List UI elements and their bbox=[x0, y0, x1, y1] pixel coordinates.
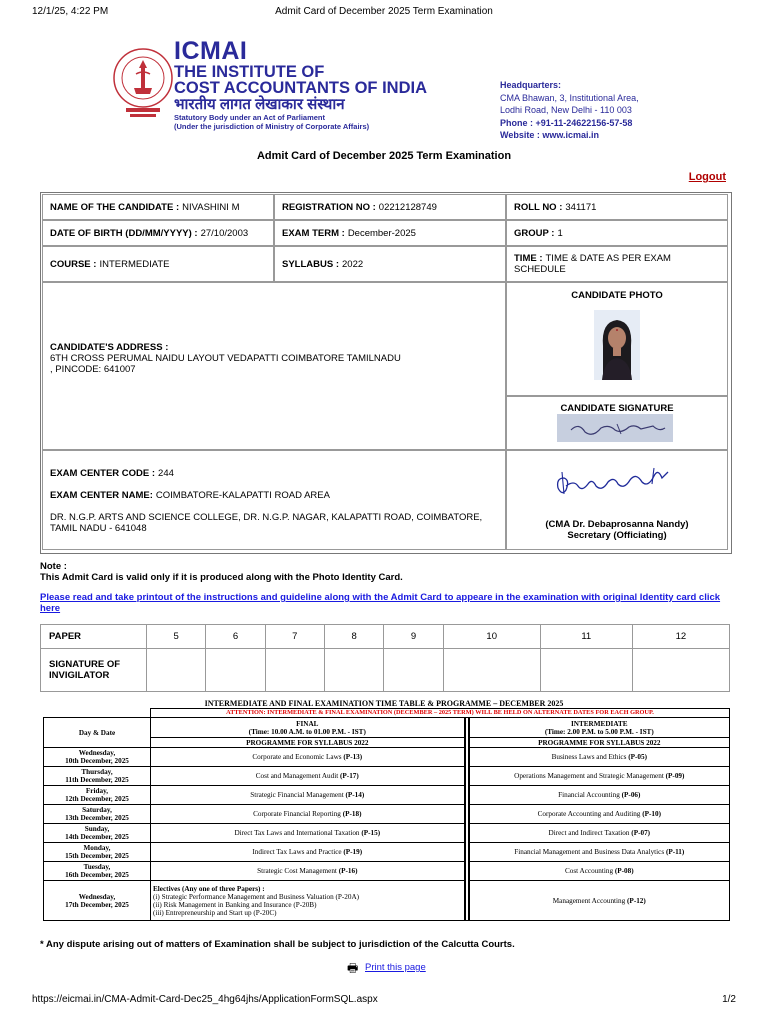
inter-paper: Financial Management and Business Data Analytics bbox=[514, 848, 665, 856]
course-cell bbox=[42, 246, 274, 282]
invigilator-table bbox=[40, 624, 730, 692]
org-name-line2: COST ACCOUNTANTS OF INDIA bbox=[174, 79, 427, 97]
invigilator-signature-box bbox=[265, 649, 324, 692]
center-name-label: EXAM CENTER NAME: bbox=[50, 490, 153, 501]
invigilator-signature-box bbox=[324, 649, 383, 692]
elective-item: (i) Strategic Performance Management and Business Valuation (P-20A) bbox=[153, 892, 360, 901]
print-page-number: 1/2 bbox=[722, 994, 736, 1005]
syllabus-value: 2022 bbox=[342, 258, 364, 270]
paper-number: 8 bbox=[324, 625, 383, 649]
date-text: 14th December, 2025 bbox=[65, 833, 129, 841]
final-header-cell bbox=[151, 718, 465, 738]
inter-paper: Operations Management and Strategic Management bbox=[514, 772, 664, 780]
timetable-row bbox=[44, 748, 730, 767]
invigilator-signature-box bbox=[632, 649, 729, 692]
date-text: 10th December, 2025 bbox=[65, 757, 129, 765]
paper-number: 9 bbox=[384, 625, 443, 649]
final-paper-cell bbox=[151, 805, 465, 824]
final-paper-cell bbox=[151, 843, 465, 862]
candidate-signature-image bbox=[557, 414, 673, 442]
day-name: Friday, bbox=[85, 787, 109, 795]
address-line2: , PINCODE: 641007 bbox=[50, 364, 136, 375]
timetable-title: INTERMEDIATE AND FINAL EXAMINATION TIME TABLE & PROGRAMME – DECEMBER 2025 bbox=[204, 699, 564, 708]
dob-label: DATE OF BIRTH (DD/MM/YYYY) : bbox=[50, 227, 198, 239]
final-paper: Indirect Tax Laws and Practice bbox=[252, 848, 342, 856]
paper-number: 5 bbox=[147, 625, 206, 649]
exam-term-value: December-2025 bbox=[347, 227, 416, 239]
final-paper-cell bbox=[151, 862, 465, 881]
final-paper-code: (P-18) bbox=[342, 810, 362, 818]
day-name: Monday, bbox=[83, 844, 111, 852]
time-label: TIME : bbox=[514, 253, 543, 264]
inter-paper-cell bbox=[469, 843, 730, 862]
instructions-link[interactable]: Please read and take printout of the instructions and guideline along with the Admit Card to appeare in the examination with original Identity card click here bbox=[40, 592, 721, 614]
final-paper: Cost and Management Audit bbox=[255, 772, 339, 780]
roll-cell bbox=[506, 194, 728, 220]
date-text: 15th December, 2025 bbox=[65, 852, 129, 860]
invigilator-signature-box bbox=[540, 649, 632, 692]
secretary-signature-image bbox=[548, 458, 678, 508]
inter-header: INTERMEDIATE bbox=[570, 719, 628, 728]
hq-line1: CMA Bhawan, 3, Institutional Area, bbox=[500, 92, 639, 103]
final-paper-cell bbox=[151, 786, 465, 805]
paper-number: 6 bbox=[206, 625, 265, 649]
icmai-logo bbox=[112, 40, 174, 128]
inter-paper-cell bbox=[469, 881, 730, 921]
day-date-cell bbox=[44, 767, 151, 786]
final-paper-code: (P-17) bbox=[340, 772, 359, 780]
day-name: Thursday, bbox=[81, 768, 113, 776]
print-footer bbox=[32, 994, 736, 1008]
final-paper: Corporate Financial Reporting bbox=[253, 810, 341, 818]
secretary-title: Secretary (Officiating) bbox=[567, 530, 667, 541]
inter-paper: Direct and Indirect Taxation bbox=[548, 829, 630, 837]
photo-label: CANDIDATE PHOTO bbox=[571, 290, 663, 301]
syllabus-cell bbox=[274, 246, 506, 282]
exam-center-cell bbox=[42, 450, 506, 550]
timetable-row bbox=[44, 824, 730, 843]
date-text: 17th December, 2025 bbox=[65, 900, 129, 909]
inter-paper-code: (P-08) bbox=[614, 867, 634, 875]
center-address-line2: TAMIL NADU - 641048 bbox=[50, 523, 147, 534]
org-name-line1: THE INSTITUTE OF bbox=[174, 63, 325, 81]
note-text: This Admit Card is valid only if it is produced along with the Photo Identity Card. bbox=[40, 572, 403, 583]
date-text: 11th December, 2025 bbox=[65, 776, 129, 784]
electives-label: Electives (Any one of three Papers) : bbox=[153, 884, 265, 893]
note-label: Note : bbox=[40, 561, 67, 572]
date-text: 13th December, 2025 bbox=[65, 814, 129, 822]
note-block bbox=[40, 561, 403, 583]
final-time: (Time: 10.00 A.M. to 01.00 P.M. - IST) bbox=[248, 727, 366, 736]
roll-label: ROLL NO : bbox=[514, 201, 563, 213]
final-header: FINAL bbox=[296, 719, 319, 728]
inter-paper-cell bbox=[469, 767, 730, 786]
timetable-header-row bbox=[44, 718, 730, 738]
hq-label: Headquarters: bbox=[500, 80, 562, 90]
candidate-photo bbox=[594, 310, 640, 380]
day-name: Wednesday, bbox=[78, 892, 116, 901]
day-date-cell bbox=[44, 881, 151, 921]
headquarters-block bbox=[500, 79, 639, 142]
final-paper-code: (P-15) bbox=[361, 829, 381, 837]
paper-row bbox=[41, 625, 730, 649]
final-paper-code: (P-13) bbox=[343, 753, 363, 761]
final-paper-cell bbox=[151, 824, 465, 843]
candidate-name: NIVASHINI M bbox=[182, 201, 240, 213]
elective-item: (ii) Risk Management in Banking and Insurance (P-20B) bbox=[153, 900, 317, 909]
printer-icon[interactable]: 🖶 bbox=[347, 961, 359, 975]
paper-number: 11 bbox=[540, 625, 632, 649]
day-name: Saturday, bbox=[82, 806, 112, 814]
timetable-row bbox=[44, 805, 730, 824]
time-cell bbox=[506, 246, 728, 282]
inter-paper-cell bbox=[469, 805, 730, 824]
programme-inter: PROGRAMME FOR SYLLABUS 2022 bbox=[469, 738, 730, 748]
programme-final: PROGRAMME FOR SYLLABUS 2022 bbox=[151, 738, 465, 748]
print-datetime: 12/1/25, 4:22 PM bbox=[32, 6, 109, 17]
final-paper: Direct Tax Laws and International Taxation bbox=[234, 829, 360, 837]
logout-link[interactable]: Logout bbox=[688, 171, 726, 183]
inter-paper: Management Accounting bbox=[552, 896, 626, 905]
print-url: https://eicmai.in/CMA-Admit-Card-Dec25_4hg64jhs/ApplicationFormSQL.aspx bbox=[32, 994, 378, 1005]
invigilator-signature-box bbox=[206, 649, 265, 692]
electives-cell bbox=[151, 881, 465, 921]
inter-paper-cell bbox=[469, 786, 730, 805]
print-header bbox=[32, 6, 736, 20]
invigilator-signature-label: SIGNATURE OF INVIGILATOR bbox=[41, 649, 147, 692]
timetable-row bbox=[44, 786, 730, 805]
inter-paper-cell bbox=[469, 824, 730, 843]
final-paper-code: (P-14) bbox=[345, 791, 365, 799]
print-page-title: Admit Card of December 2025 Term Examination bbox=[275, 6, 493, 17]
elective-item: (iii) Entrepreneurship and Start up (P-20C) bbox=[153, 908, 277, 917]
course-label: COURSE : bbox=[50, 258, 97, 270]
final-paper: Strategic Cost Management bbox=[257, 867, 337, 875]
inter-paper: Financial Accounting bbox=[558, 791, 620, 799]
time-value: TIME & DATE AS PER EXAM SCHEDULE bbox=[514, 253, 671, 275]
timetable-attention: ATTENTION: INTERMEDIATE & FINAL EXAMINATION (DECEMBER – 2025 TERM) WILL BE HELD ON ALTERNATE DATES FOR EACH GROUP. bbox=[151, 709, 730, 718]
day-date-cell bbox=[44, 786, 151, 805]
center-code: 244 bbox=[158, 468, 174, 479]
inter-time: (Time: 2.00 P.M. to 5.00 P.M. - IST) bbox=[544, 727, 654, 736]
page-title: Admit Card of December 2025 Term Examination bbox=[256, 150, 512, 162]
address-label: CANDIDATE'S ADDRESS : bbox=[50, 342, 169, 353]
day-date-header: Day & Date bbox=[44, 718, 151, 748]
inter-paper: Business Laws and Ethics bbox=[551, 753, 627, 761]
day-date-cell bbox=[44, 805, 151, 824]
timetable-attention-row bbox=[44, 709, 730, 718]
dob-cell bbox=[42, 220, 274, 246]
inter-paper-cell bbox=[469, 748, 730, 767]
syllabus-label: SYLLABUS : bbox=[282, 258, 339, 270]
final-paper: Corporate and Economic Laws bbox=[252, 753, 342, 761]
timetable bbox=[43, 708, 730, 921]
paper-label: PAPER bbox=[41, 625, 147, 649]
day-date-cell bbox=[44, 843, 151, 862]
hq-website: Website : www.icmai.in bbox=[500, 130, 600, 140]
hq-line2: Lodhi Road, New Delhi - 110 003 bbox=[500, 105, 632, 115]
roll-number: 341171 bbox=[565, 201, 597, 213]
timetable-row bbox=[44, 767, 730, 786]
inter-paper-code: (P-12) bbox=[627, 896, 646, 905]
timetable-row bbox=[44, 862, 730, 881]
inter-paper-code: (P-10) bbox=[642, 810, 661, 818]
print-link[interactable]: Print this page bbox=[365, 962, 426, 973]
center-code-label: EXAM CENTER CODE : bbox=[50, 468, 156, 479]
final-paper-code: (P-16) bbox=[338, 867, 358, 875]
paper-number: 7 bbox=[265, 625, 324, 649]
day-date-cell bbox=[44, 862, 151, 881]
paper-number: 10 bbox=[443, 625, 540, 649]
invigilator-signature-box bbox=[147, 649, 206, 692]
inter-paper-code: (P-11) bbox=[665, 848, 685, 856]
hq-phone: Phone : +91-11-24622156-57-58 bbox=[500, 117, 633, 128]
inter-paper: Cost Accounting bbox=[564, 867, 614, 875]
timetable-row bbox=[44, 843, 730, 862]
dispute-note: * Any dispute arising out of matters of Examination shall be subject to jurisdiction of the Calcutta Courts. bbox=[40, 939, 515, 950]
final-paper-cell bbox=[151, 748, 465, 767]
address-line1: 6TH CROSS PERUMAL NAIDU LAYOUT VEDAPATTI COIMBATORE TAMILNADU bbox=[50, 353, 401, 364]
final-paper-cell bbox=[151, 767, 465, 786]
candidate-name-cell bbox=[42, 194, 274, 220]
center-address-line1: DR. N.G.P. ARTS AND SCIENCE COLLEGE, DR. N.G.P. NAGAR, KALAPATTI ROAD, COIMBATORE, bbox=[50, 512, 483, 523]
date-text: 16th December, 2025 bbox=[65, 871, 129, 879]
day-name: Wednesday, bbox=[78, 749, 116, 757]
registration-cell bbox=[274, 194, 506, 220]
final-paper: Strategic Financial Management bbox=[250, 791, 344, 799]
org-name-hindi: भारतीय लागत लेखाकार संस्थान bbox=[174, 96, 345, 113]
inter-header-cell bbox=[469, 718, 730, 738]
inter-paper-code: (P-09) bbox=[665, 772, 685, 780]
secretary-name: (CMA Dr. Debaprosanna Nandy) bbox=[545, 519, 689, 530]
day-date-cell bbox=[44, 824, 151, 843]
registration-label: REGISTRATION NO : bbox=[282, 201, 376, 213]
center-name: COIMBATORE-KALAPATTI ROAD AREA bbox=[155, 490, 330, 501]
exam-term-cell bbox=[274, 220, 506, 246]
day-date-cell bbox=[44, 748, 151, 767]
inter-paper-cell bbox=[469, 862, 730, 881]
inter-paper-code: (P-05) bbox=[628, 753, 647, 761]
course-value: INTERMEDIATE bbox=[99, 258, 170, 270]
date-text: 12th December, 2025 bbox=[65, 795, 129, 803]
invigilator-signature-box bbox=[384, 649, 443, 692]
group-cell bbox=[506, 220, 728, 246]
statutory-line: Statutory Body under an Act of Parliament bbox=[174, 113, 325, 122]
group-value: 1 bbox=[557, 227, 563, 239]
org-acronym: ICMAI bbox=[174, 37, 248, 65]
registration-number: 02212128749 bbox=[378, 201, 437, 213]
dob-value: 27/10/2003 bbox=[200, 227, 249, 239]
timetable-row bbox=[44, 881, 730, 921]
day-name: Sunday, bbox=[84, 825, 110, 833]
address-cell bbox=[42, 282, 506, 450]
group-label: GROUP : bbox=[514, 227, 555, 239]
candidate-name-label: NAME OF THE CANDIDATE : bbox=[50, 201, 180, 213]
invigilator-signature-row bbox=[41, 649, 730, 692]
inter-paper: Corporate Accounting and Auditing bbox=[537, 810, 641, 818]
signature-label: CANDIDATE SIGNATURE bbox=[560, 403, 674, 414]
paper-number: 12 bbox=[632, 625, 729, 649]
inter-paper-code: (P-07) bbox=[631, 829, 651, 837]
inter-paper-code: (P-06) bbox=[621, 791, 641, 799]
invigilator-signature-box bbox=[443, 649, 540, 692]
final-paper-code: (P-19) bbox=[343, 848, 363, 856]
jurisdiction-line: (Under the jurisdiction of Ministry of Corporate Affairs) bbox=[174, 122, 370, 131]
exam-term-label: EXAM TERM : bbox=[282, 227, 345, 239]
day-name: Tuesday, bbox=[83, 863, 111, 871]
